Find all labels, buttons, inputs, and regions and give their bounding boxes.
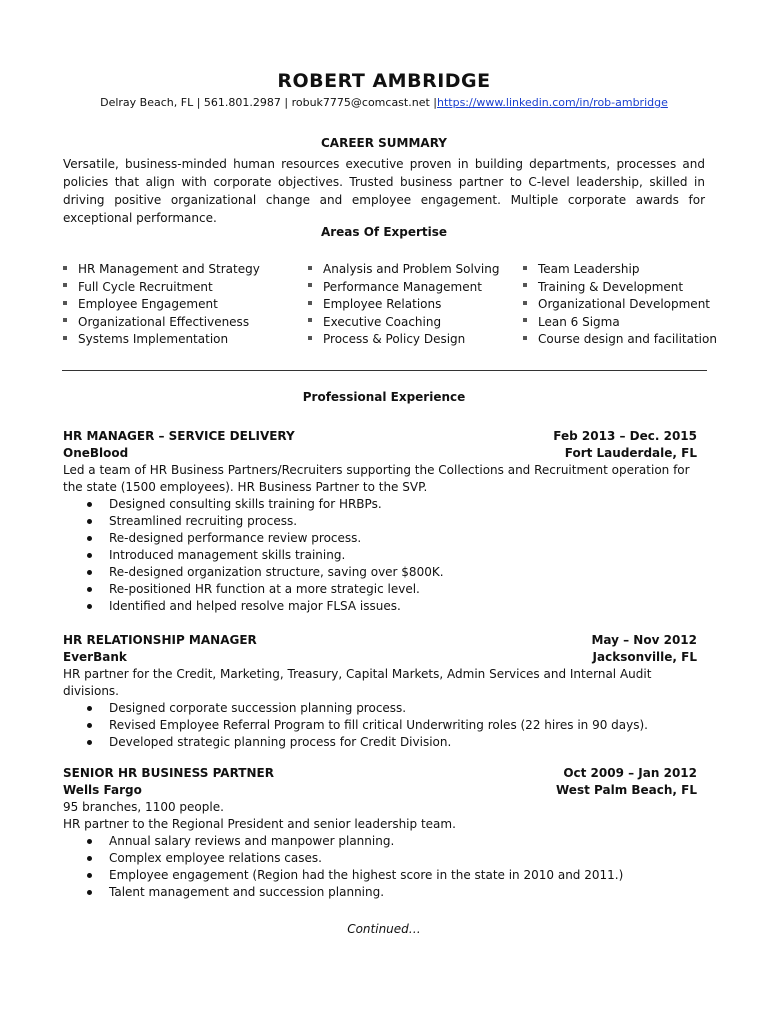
expertise-column-1 [63, 261, 260, 349]
job-title: SENIOR HR BUSINESS PARTNER [63, 766, 274, 780]
job-bullets [63, 496, 697, 615]
expertise-item: Analysis and Problem Solving [308, 261, 499, 279]
job-bullet: Re-designed organization structure, saving over $800K. [63, 564, 697, 581]
job-bullet: Designed consulting skills training for HRBPs. [63, 496, 697, 513]
square-bullet-icon [63, 336, 67, 340]
job-header [63, 632, 697, 649]
job-header [63, 428, 697, 445]
linkedin-link[interactable]: https://www.linkedin.com/in/rob-ambridge [436, 96, 668, 109]
job-dates: Oct 2009 – Jan 2012 [563, 766, 697, 780]
expertise-item: Performance Management [308, 279, 499, 297]
job-everbank [63, 632, 697, 751]
job-bullet: Employee engagement (Region had the highest score in the state in 2010 and 2011.) [63, 867, 697, 884]
job-bullet: Annual salary reviews and manpower planning. [63, 833, 697, 850]
square-bullet-icon [63, 301, 67, 305]
square-bullet-icon [308, 336, 312, 340]
expertise-item: Course design and facilitation [523, 331, 717, 349]
job-description: 95 branches, 1100 people. [63, 800, 224, 814]
contact-line [0, 96, 768, 109]
job-description-secondary: HR partner to the Regional President and senior leadership team. [63, 817, 456, 831]
square-bullet-icon [63, 283, 67, 287]
expertise-heading: Areas Of Expertise [320, 225, 448, 239]
job-bullets [63, 833, 697, 901]
job-title: HR RELATIONSHIP MANAGER [63, 633, 257, 647]
career-summary-text: Versatile, business-minded human resources executive proven in building departments, processes and policies that align with corporate objectives. Trusted business partner to C-level leadership, skilled in driving positive organizational change and employee engagement. Multiple corporate awards for exceptional performance. [63, 157, 705, 225]
job-bullet: Talent management and succession planning. [63, 884, 697, 901]
job-description: Led a team of HR Business Partners/Recruiters supporting the Collections and Recruitment operation for the state (1500 employees). HR Business Partner to the SVP. [63, 463, 690, 494]
job-bullet: Introduced management skills training. [63, 547, 697, 564]
square-bullet-icon [523, 283, 527, 287]
job-header [63, 765, 697, 782]
expertise-column-2 [308, 261, 499, 349]
career-summary-heading: CAREER SUMMARY [321, 136, 447, 150]
job-bullet: Revised Employee Referral Program to fill critical Underwriting roles (22 hires in 90 days). [63, 717, 697, 734]
job-wells-fargo [63, 765, 697, 901]
square-bullet-icon [308, 283, 312, 287]
job-employer [63, 782, 697, 799]
job-bullet: Re-positioned HR function at a more strategic level. [63, 581, 697, 598]
job-bullet: Streamlined recruiting process. [63, 513, 697, 530]
job-employer [63, 445, 697, 462]
job-dates: Feb 2013 – Dec. 2015 [553, 429, 697, 443]
square-bullet-icon [63, 266, 67, 270]
expertise-item: Full Cycle Recruitment [63, 279, 260, 297]
expertise-item: Process & Policy Design [308, 331, 499, 349]
square-bullet-icon [63, 318, 67, 322]
job-description: HR partner for the Credit, Marketing, Treasury, Capital Markets, Admin Services and Internal Audit divisions. [63, 667, 652, 698]
job-dates: May – Nov 2012 [591, 633, 697, 647]
square-bullet-icon [308, 301, 312, 305]
job-location: West Palm Beach, FL [556, 783, 697, 797]
experience-heading: Professional Experience [302, 390, 466, 404]
contact-details: Delray Beach, FL | 561.801.2987 | robuk7775@comcast.net | [100, 96, 437, 109]
expertise-item: Executive Coaching [308, 314, 499, 332]
expertise-item: Organizational Effectiveness [63, 314, 260, 332]
job-bullet: Re-designed performance review process. [63, 530, 697, 547]
section-divider [62, 370, 707, 371]
job-bullet: Designed corporate succession planning process. [63, 700, 697, 717]
expertise-item: Lean 6 Sigma [523, 314, 717, 332]
job-title: HR MANAGER – SERVICE DELIVERY [63, 429, 295, 443]
job-oneblood [63, 428, 697, 615]
expertise-column-3 [523, 261, 717, 349]
continued-note: Continued… [347, 922, 421, 936]
expertise-item: HR Management and Strategy [63, 261, 260, 279]
job-location: Fort Lauderdale, FL [564, 446, 697, 460]
job-location: Jacksonville, FL [592, 650, 697, 664]
job-bullets [63, 700, 697, 751]
job-bullet: Complex employee relations cases. [63, 850, 697, 867]
square-bullet-icon [308, 266, 312, 270]
job-bullet: Identified and helped resolve major FLSA issues. [63, 598, 697, 615]
square-bullet-icon [523, 336, 527, 340]
expertise-item: Team Leadership [523, 261, 717, 279]
expertise-item: Employee Relations [308, 296, 499, 314]
company-name: EverBank [63, 650, 127, 664]
expertise-item: Systems Implementation [63, 331, 260, 349]
square-bullet-icon [523, 266, 527, 270]
job-bullet: Developed strategic planning process for Credit Division. [63, 734, 697, 751]
candidate-name: ROBERT AMBRIDGE [277, 70, 491, 92]
company-name: Wells Fargo [63, 783, 142, 797]
expertise-item: Employee Engagement [63, 296, 260, 314]
company-name: OneBlood [63, 446, 129, 460]
square-bullet-icon [523, 318, 527, 322]
square-bullet-icon [308, 318, 312, 322]
expertise-item: Organizational Development [523, 296, 717, 314]
job-employer [63, 649, 697, 666]
square-bullet-icon [523, 301, 527, 305]
expertise-item: Training & Development [523, 279, 717, 297]
